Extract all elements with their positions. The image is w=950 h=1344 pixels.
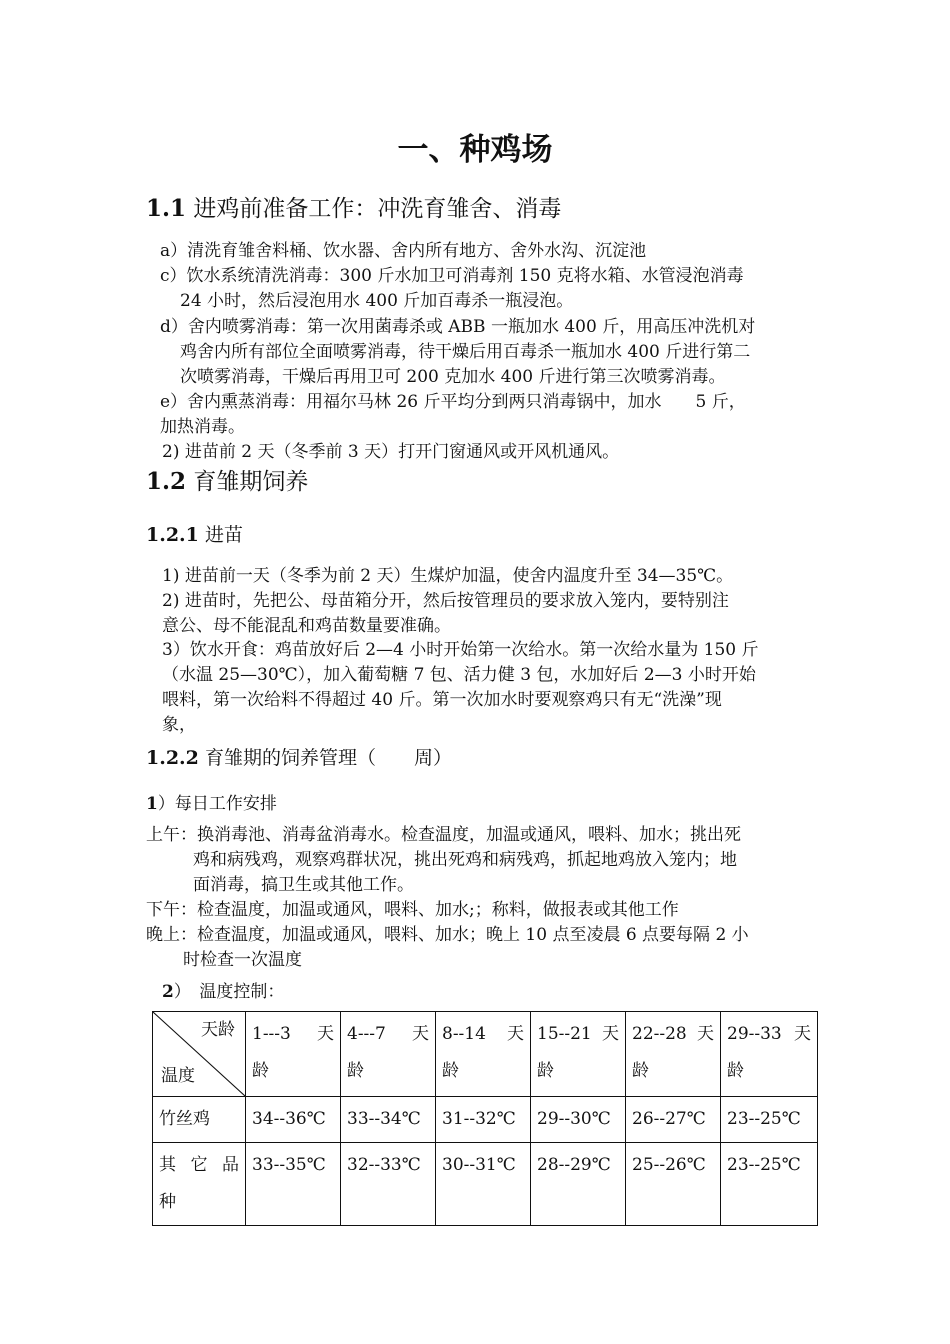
subsection-heading-1-2-2 — [146, 744, 452, 772]
paragraph-line: （水温 25—30℃），加入葡萄糖 7 包、活力健 3 包，水加好后 2—3 小时开始 — [162, 665, 756, 685]
paragraph-line: e）舍内熏蒸消毒：用福尔马林 26 斤平均分到两只消毒锅中，加水 5 斤， — [160, 392, 746, 412]
corner-label-age: 天龄 — [201, 1020, 235, 1040]
corner-label-temperature: 温度 — [161, 1066, 195, 1086]
paragraph-line: 意公、母不能混乱和鸡苗数量要准确。 — [162, 616, 451, 636]
paragraph-line: 次喷雾消毒，干燥后再用卫可 200 克加水 400 斤进行第三次喷雾消毒。 — [180, 367, 726, 387]
list-heading-daily-work — [146, 792, 277, 816]
list-heading-temperature — [162, 980, 284, 1004]
table-cell: 33--35℃ — [246, 1143, 341, 1226]
table-cell: 31--32℃ — [436, 1097, 531, 1143]
table-cell: 33--34℃ — [341, 1097, 436, 1143]
paragraph-line: 2) 进苗前 2 天（冬季前 3 天）打开门窗通风或开风机通风。 — [162, 442, 620, 462]
subsection-heading-1-2-1 — [146, 521, 243, 549]
paragraph-line: a）清洗育雏舍料桶、饮水器、舍内所有地方、舍外水沟、沉淀池 — [160, 241, 647, 261]
column-header: 15--21 天龄 — [531, 1012, 626, 1097]
page-title: 一、种鸡场 — [397, 132, 553, 168]
list-number: 2 — [162, 982, 174, 1002]
table-cell: 29--30℃ — [531, 1097, 626, 1143]
section-number: 1.2 — [146, 468, 187, 495]
table-cell: 26--27℃ — [626, 1097, 721, 1143]
list-heading-text: ） 温度控制： — [173, 982, 285, 1002]
column-header: 29--33 天龄 — [721, 1012, 818, 1097]
paragraph-line: 24 小时，然后浸泡用水 400 斤加百毒杀一瓶浸泡。 — [180, 291, 574, 311]
paragraph-line: 鸡舍内所有部位全面喷雾消毒，待干燥后用百毒杀一瓶加水 400 斤进行第二 — [180, 342, 751, 362]
table-row — [153, 1143, 818, 1226]
list-heading-text: ）每日工作安排 — [157, 794, 277, 814]
column-header: 4---7 天龄 — [341, 1012, 436, 1097]
section-number: 1.1 — [146, 195, 187, 222]
paragraph-line: 下午：检查温度，加温或通风，喂料、加水;；称料，做报表或其他工作 — [146, 900, 679, 920]
paragraph-line: c）饮水系统清洗消毒：300 斤水加卫可消毒剂 150 克将水箱、水管浸泡消毒 — [160, 266, 744, 286]
row-label: 竹丝鸡 — [153, 1097, 246, 1143]
paragraph-line: d）舍内喷雾消毒：第一次用菌毒杀或 ABB 一瓶加水 400 斤，用高压冲洗机对 — [160, 317, 756, 337]
paragraph-line: 晚上：检查温度，加温或通风，喂料、加水；晚上 10 点至凌晨 6 点要每隔 2 小 — [146, 925, 749, 945]
table-cell: 34--36℃ — [246, 1097, 341, 1143]
table-header-row — [153, 1012, 818, 1097]
paragraph-line: 鸡和病残鸡，观察鸡群状况，挑出死鸡和病残鸡，抓起地鸡放入笼内；地 — [193, 850, 737, 870]
table-cell: 23--25℃ — [721, 1143, 818, 1226]
temperature-table — [152, 1011, 818, 1226]
table-cell: 23--25℃ — [721, 1097, 818, 1143]
section-title: 进苗 — [204, 524, 243, 546]
paragraph-line: 1) 进苗前一天（冬季为前 2 天）生煤炉加温，使舍内温度升至 34—35℃。 — [162, 566, 734, 586]
section-number: 1.2.2 — [146, 747, 199, 769]
section-title: 育雏期饲养 — [193, 469, 309, 495]
section-title: 进鸡前准备工作：冲洗育雏舍、消毒 — [193, 196, 562, 222]
paragraph-line: 2) 进苗时，先把公、母苗箱分开，然后按管理员的要求放入笼内，要特别注 — [162, 591, 729, 611]
column-header: 22--28 天龄 — [626, 1012, 721, 1097]
table-row — [153, 1097, 818, 1143]
column-header: 8--14 天龄 — [436, 1012, 531, 1097]
paragraph-line: 喂料，第一次给料不得超过 40 斤。第一次加水时要观察鸡只有无“洗澡”现 — [162, 690, 722, 710]
table-cell: 25--26℃ — [626, 1143, 721, 1226]
list-number: 1 — [146, 794, 158, 814]
section-heading-1-1 — [146, 193, 561, 225]
section-title: 育雏期的饲养管理（ 周） — [204, 747, 452, 769]
table-corner-cell — [153, 1012, 246, 1097]
column-header: 1---3 天龄 — [246, 1012, 341, 1097]
table-cell: 28--29℃ — [531, 1143, 626, 1226]
table-cell: 30--31℃ — [436, 1143, 531, 1226]
paragraph-line: 上午：换消毒池、消毒盆消毒水。检查温度，加温或通风，喂料、加水；挑出死 — [146, 825, 741, 845]
paragraph-line: 时检查一次温度 — [183, 950, 302, 970]
paragraph-line: 加热消毒。 — [160, 417, 245, 437]
paragraph-line: 象， — [162, 715, 196, 735]
paragraph-line: 3）饮水开食：鸡苗放好后 2—4 小时开始第一次给水。第一次给水量为 150 斤 — [162, 640, 759, 660]
paragraph-line: 面消毒，搞卫生或其他工作。 — [193, 875, 414, 895]
table-cell: 32--33℃ — [341, 1143, 436, 1226]
row-label: 其 它 品 种 — [153, 1143, 246, 1226]
section-heading-1-2 — [146, 466, 308, 498]
section-number: 1.2.1 — [146, 524, 199, 546]
